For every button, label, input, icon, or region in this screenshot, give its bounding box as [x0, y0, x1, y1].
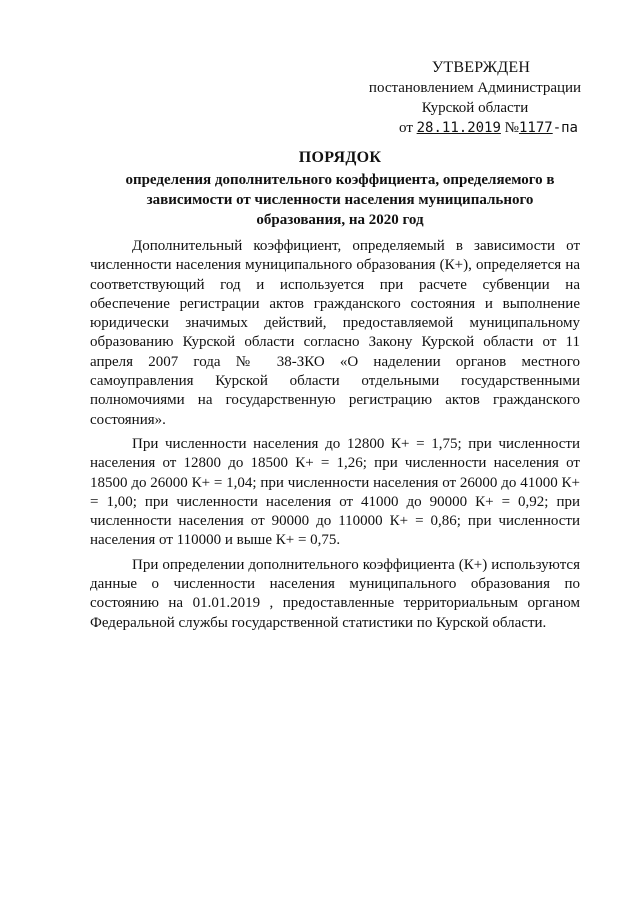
- document-body: [90, 237, 580, 638]
- title-main: ПОРЯДОК: [298, 149, 382, 166]
- approval-date: 28.11.2019: [416, 120, 501, 136]
- approval-stamp: [360, 58, 590, 138]
- title-subtitle: определения дополнительного коэффициента, определяемого в зависимости от численности населения муниципального образования, на 2020 год: [125, 172, 555, 228]
- date-prefix: от: [399, 120, 413, 136]
- number-prefix: №: [504, 120, 519, 136]
- document-title: [110, 148, 570, 230]
- paragraph: Дополнительный коэффициент, определяемый в зависимости от численности населения муниципального образования (К+), определяется на соответствующий год и используется при расчете субвенции на обеспечение регистрации актов гражданского состояния и выполнение юридически значимых действий, предоставляемой муниципальному образованию Курской области согласно Закону Курской области от 11 апреля 2007 года № 38-ЗКО «О наделении органов местного самоуправления Курской области отдельными государственными полномочиями на государственную регистрацию актов гражданского состояния».: [90, 238, 580, 428]
- paragraph: При численности населения до 12800 К+ = 1,75; при численности населения от 12800 до 18500 К+ = 1,26; при численности населения от 18500 до 26000 К+ = 1,04; при численности населения от 26000 до 41000 К+ = 1,00; при численности населения от 41000 до 90000 К+ = 0,92; при численности населения от 90000 до 110000 К+ = 0,86; при численности населения от 110000 и выше К+ = 0,75.: [90, 435, 580, 549]
- approval-issuer: постановлением Администрации: [368, 80, 582, 96]
- approval-date-line: [360, 118, 590, 138]
- approval-number: 1177: [518, 120, 553, 136]
- approval-number-suffix: -па: [552, 120, 578, 136]
- paragraph: При определении дополнительного коэффициента (К+) используются данные о численности населения муниципального образования по состоянию на 01.01.2019 , предоставленные территориальным органом Федеральной службы государственной статистики по Курской области.: [90, 556, 580, 631]
- approval-region: Курской области: [421, 100, 529, 116]
- approval-heading: УТВЕРЖДЕН: [431, 59, 531, 76]
